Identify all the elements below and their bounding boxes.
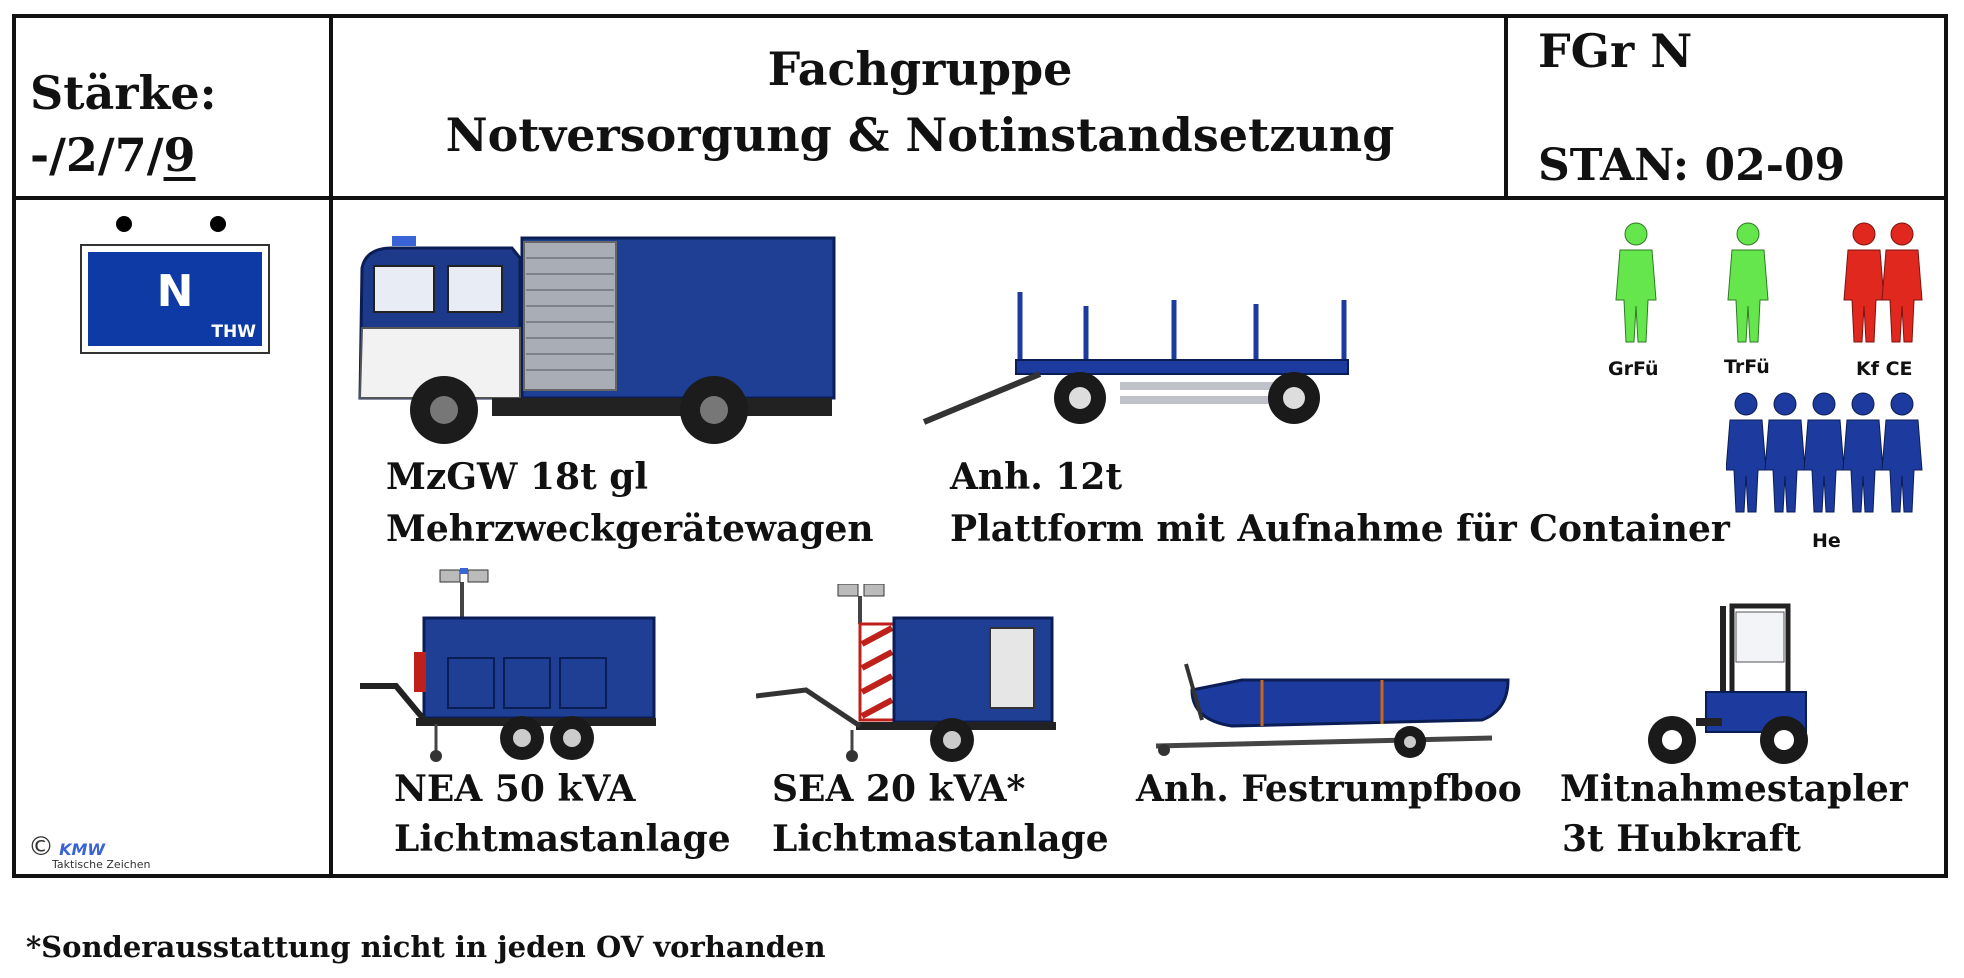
anh12-label-line1: Anh. 12t [950, 456, 1123, 498]
nea-generator-icon [356, 568, 666, 764]
footnote: *Sonderausstattung nicht in jeden OV vorhanden [26, 930, 826, 964]
crew-leader-trfu-icon [1724, 220, 1772, 344]
header-divider [12, 196, 1948, 200]
staerke-label: Stärke: [30, 66, 217, 120]
forklift-icon [1636, 592, 1812, 768]
mzgw-truck-icon [352, 228, 842, 446]
sea-label-line2: Lichtmastanlage [772, 818, 1109, 860]
stapler-label-line1: Mitnahmestapler [1560, 768, 1908, 810]
crew-label-kfce: Kf CE [1856, 358, 1913, 380]
crew-helpers-he-icon [1726, 390, 1926, 514]
tactical-sign-field [88, 252, 262, 346]
left-column-divider [329, 14, 333, 878]
unit-dot-left [116, 216, 132, 232]
crew-label-trfu: TrFü [1724, 356, 1770, 378]
crew-label-grfu: GrFü [1608, 358, 1659, 380]
crew-label-he: He [1812, 530, 1841, 552]
mzgw-label-line1: MzGW 18t gl [386, 456, 649, 498]
stapler-label-line2: 3t Hubkraft [1562, 818, 1801, 860]
sea-generator-icon [756, 584, 1060, 764]
unit-dot-right [210, 216, 226, 232]
boat-trailer-icon [1152, 660, 1522, 766]
copyright-mark: © KMW Taktische Zeichen [28, 832, 151, 871]
page-title-line1: Fachgruppe [767, 42, 1073, 96]
platform-trailer-icon [920, 286, 1360, 432]
sea-label-line1: SEA 20 kVA* [772, 768, 1026, 810]
mzgw-label-line2: Mehrzweckgerätewagen [386, 508, 874, 550]
crew-driver-kfce-icon [1842, 220, 1924, 344]
stan-code: STAN: 02-09 [1538, 140, 1846, 191]
crew-leader-grfu-icon [1612, 220, 1660, 344]
tactical-sign [80, 244, 270, 354]
page-title-line2: Notversorgung & Notinstandsetzung [445, 108, 1395, 162]
fgr-code: FGr N [1538, 24, 1693, 78]
tactical-sign-org: THW [211, 322, 256, 342]
anh12-label-line2: Plattform mit Aufnahme für Container [950, 508, 1730, 550]
boot-label-line1: Anh. Festrumpfboo [1136, 768, 1522, 810]
nea-label-line1: NEA 50 kVA [394, 768, 636, 810]
tactical-sign-letter: N [156, 266, 194, 317]
nea-label-line2: Lichtmastanlage [394, 818, 731, 860]
staerke-value: -/2/7/9 [30, 128, 196, 182]
